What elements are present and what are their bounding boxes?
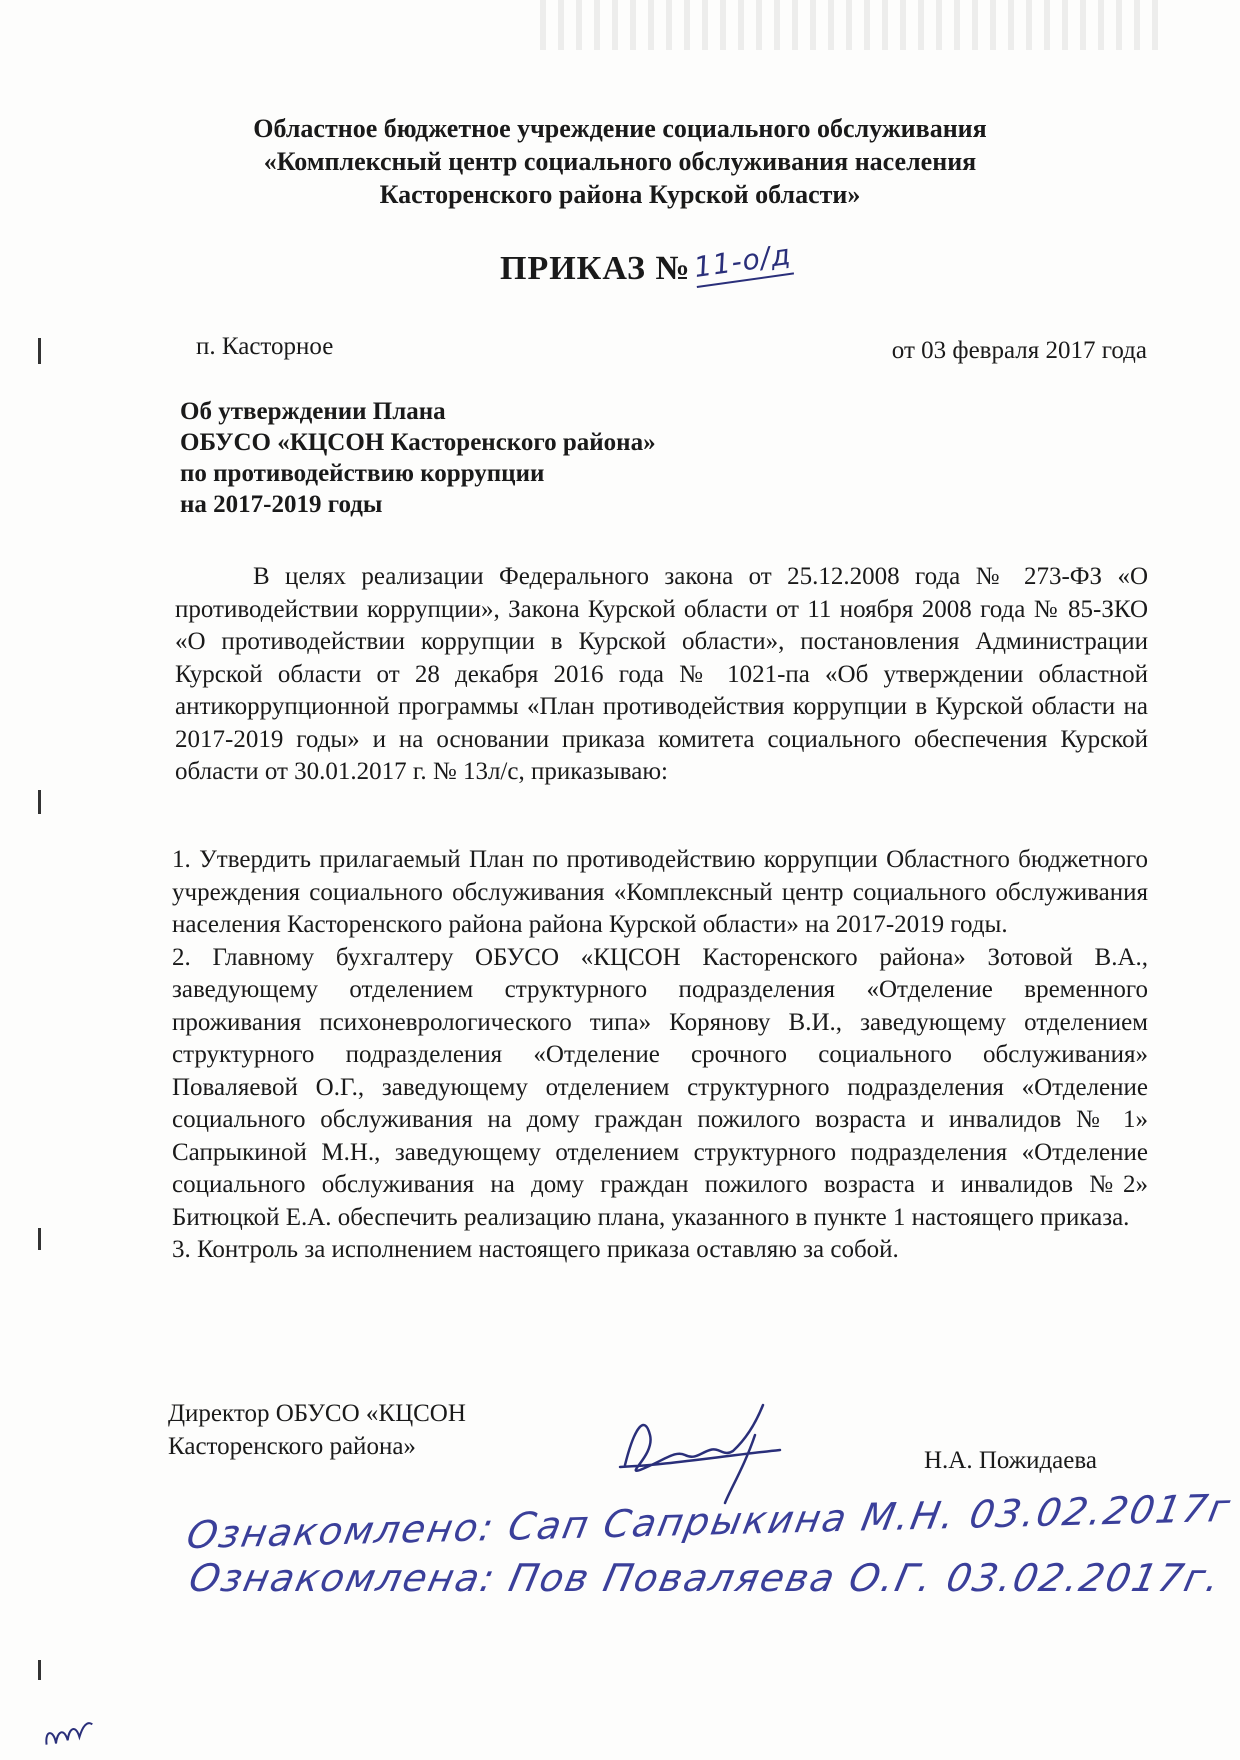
order-title [500, 237, 794, 288]
preamble-paragraph: В целях реализации Федерального закона от 25.12.2008 года № 273-ФЗ «О противодействии коррупции», Закона Курской области от 11 ноября 2008 года № 85-ЗКО «О противодействии коррупции в Курской области», постановления Администрации Курской области от 28 декабря 2016 года № 1021-па «Об утверждении областной антикоррупционной программы «План противодействия коррупции в Курской области на 2017-2019 годы» и на основании приказа комитета социального обеспечения Курской области от 30.01.2017 г. № 13л/с, приказываю: [175, 563, 1148, 785]
signatory-name: Н.А. Пожидаева [924, 1447, 1097, 1474]
order-number-handwritten: 11-о/д [691, 238, 793, 288]
organization-header [180, 112, 1060, 211]
position-line-1: Директор ОБУСО «КЦСОН [168, 1400, 466, 1427]
place: п. Касторное [196, 333, 334, 360]
org-line-2: «Комплексный центр социального обслуживания населения [263, 147, 977, 176]
position-line-2: Касторенского района» [168, 1433, 416, 1460]
order-item-3: 3. Контроль за исполнением настоящего приказа оставляю за собой. [172, 1236, 899, 1263]
order-items [172, 844, 1148, 1267]
margin-binding-mark [38, 338, 41, 364]
margin-binding-mark [38, 790, 41, 814]
director-signature [605, 1395, 795, 1505]
order-subject [180, 396, 780, 520]
corner-initials-mark [27, 1690, 103, 1760]
org-line-3: Касторенского района Курской области» [379, 180, 861, 209]
order-item-2: 2. Главному бухгалтеру ОБУСО «КЦСОН Касторенского района» Зотовой В.А., заведующему отделением структурного подразделения «Отделение временного проживания психоневрологического типа» Корянову В.И., заведующему отделением структурного подразделения «Отделение срочного социального обслуживания» Поваляевой О.Г., заведующему отделением структурного подразделения «Отделение социального обслуживания на дому граждан пожилого возраста и инвалидов № 1» Сапрыкиной М.Н., заведующему отделением структурного подразделения «Отделение социального обслуживания на дому граждан пожилого возраста и инвалидов №2» Битюцкой Е.А. обеспечить реализацию плана, указанного в пункте 1 настоящего приказа. [172, 943, 1148, 1231]
subject-line-3: по противодействию коррупции [180, 460, 545, 487]
order-item-1: 1. Утвердить прилагаемый План по противодействию коррупции Областного бюджетного учреждения социального обслуживания «Комплексный центр социального обслуживания населения Касторенского района района Курской области» на 2017-2019 годы. [172, 846, 1148, 938]
org-line-1: Областное бюджетное учреждение социального обслуживания [253, 114, 987, 143]
subject-line-1: Об утверждении Плана [180, 398, 446, 425]
order-date: от 03 февраля 2017 года [891, 337, 1147, 364]
acknowledgement-line-1: Ознакомлено: Сап Сапрыкина М.Н. 03.02.2017г [183, 1485, 1236, 1558]
signatory-position [168, 1397, 466, 1463]
faint-bleed-through [540, 0, 1160, 50]
margin-binding-mark [38, 1228, 41, 1250]
subject-line-2: ОБУСО «КЦСОН Касторенского района» [180, 429, 656, 456]
margin-binding-mark [38, 1660, 41, 1680]
subject-line-4: на 2017-2019 годы [180, 491, 383, 518]
order-label: ПРИКАЗ № [500, 250, 691, 287]
acknowledgement-line-2: Ознакомлена: Пов Поваляева О.Г. 03.02.2017г. [185, 1556, 1226, 1600]
